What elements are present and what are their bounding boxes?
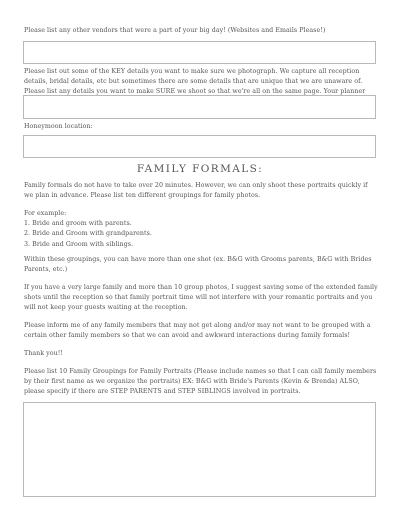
key-details-label: Please list out some of the KEY details you want to make sure we photograph. We capture all reception details, bridal details, etc but sometimes there are some details that are unique that we are unaware of. Please list any details you want to make SURE we shoot so that we're all on the same page. Your planner bbox=[24, 68, 366, 96]
groupings-note: Within these groupings, you can have more than one shot (ex. B&G with Grooms parents, B&G with Brides Parents, etc.) bbox=[24, 256, 372, 274]
vendors-field[interactable] bbox=[23, 41, 376, 64]
key-details-field[interactable] bbox=[23, 95, 376, 119]
family-formals-heading: FAMILY FORMALS: bbox=[136, 163, 264, 175]
inform-note: Please inform me of any family members that may not get along and/or may not want to be grouped with a certain other family members so that we can avoid and awkward interactions during family formals! bbox=[24, 322, 371, 340]
example-item: 1. Bride and groom with parents. bbox=[24, 220, 132, 228]
honeymoon-label: Honeymoon location: bbox=[24, 123, 93, 130]
example-item: 2. Bride and Groom with grandparents. bbox=[24, 230, 152, 238]
example-title: For example: bbox=[24, 210, 67, 217]
vendors-label: Please list any other vendors that were a part of your big day! (Websites and Emails Please!) bbox=[24, 27, 326, 34]
family-intro-text: Family formals do not have to take over 20 minutes. However, we can only shoot these portraits quickly if we plan in advance. Please list ten different groupings for family photos. bbox=[24, 182, 368, 200]
groupings-field[interactable] bbox=[23, 402, 376, 497]
example-block bbox=[24, 209, 378, 250]
groupings-label: Please list 10 Family Groupings for Family Portraits (Please include names so that I can call family members by their first name as we organize the portraits) EX: B&G with Bride's Parents (Kevin & Brenda) ALSO, please specify if there are STEP PARENTS and STEP SIBLINGS involved in portraits. bbox=[24, 368, 377, 396]
example-item: 3. Bride and Groom with siblings. bbox=[24, 240, 134, 248]
honeymoon-field[interactable] bbox=[23, 135, 376, 158]
thanks-text: Thank you!! bbox=[24, 350, 63, 357]
large-family-note: If you have a very large family and more than 10 group photos, I suggest saving some of the extended family shots until the reception so that family portrait time will not interfere with your romantic portraits and you will not keep your guests waiting at the reception. bbox=[24, 284, 378, 312]
